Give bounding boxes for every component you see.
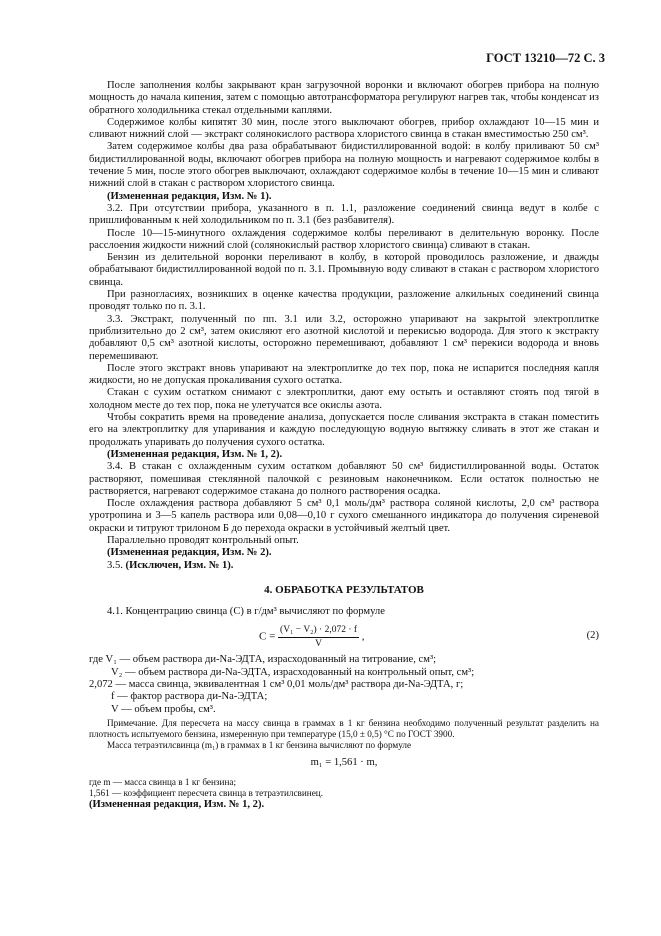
paragraph: Чтобы сократить время на проведение анализа, допускается после сливания экстракта в стакан поместить его на электроплитку для упаривания и каждую последующую водную вытяжку сливать в этот же стакан и продолжать упаривать до получения сухого остатка. — [89, 412, 599, 448]
formula-tail: , — [361, 630, 365, 643]
document-body — [89, 80, 599, 812]
legend-line: V₂ — объем раствора ди-Na-ЭДТА, израсходованный на контрольный опыт, см³; — [111, 666, 475, 678]
paragraph: 3.2. При отсутствии прибора, указанного в п. 1.1, разложение соединений свинца ведут в колбе с пришлифованным к ней холодильником по п. 3.1 (без разбавителя). — [89, 202, 599, 227]
paragraph: После заполнения колбы закрывают кран загрузочной воронки и включают обогрев прибора на полную мощность до начала кипения, затем с помощью автотрансформатора регулируют нагрев так, чтобы конденсат из обратного холодильника стекал отдельными каплями. — [89, 80, 599, 116]
paragraph: После охлаждения раствора добавляют 5 см³ 0,1 моль/дм³ раствора соляной кислоты, 2,0 см³ раствора уротропина и 3—5 капель раствора или 0,08—0,10 г сухого смешанного индикатора до получения сиреневой окраски и титруют трилоном Б до перехода окраски в устойчивый желтый цвет. — [89, 498, 599, 534]
section-title: 4. ОБРАБОТКА РЕЗУЛЬТАТОВ — [264, 583, 424, 596]
formula-number: (2) — [586, 630, 599, 642]
formula-denominator: V — [315, 638, 322, 649]
legend-line: где m — масса свинца в 1 кг бензина; — [89, 777, 236, 788]
formula-fraction — [278, 624, 359, 650]
edit-note-3: (Измененная редакция, Изм. № 2). — [107, 547, 272, 559]
paragraph-group-1 — [89, 80, 599, 191]
legend-line: V — объем пробы, см³. — [111, 703, 216, 715]
formula-numerator: (V₁ − V₂) · 2,072 · f — [278, 624, 359, 637]
paragraph: Содержимое колбы кипятят 30 мин, после этого выключают обогрев, прибор охлаждают 10—15 мин и сливают нижний слой — экстракт солянокислого раствора хлористого свинца в стакан вместимостью 250 см³. — [89, 116, 599, 141]
page-header: ГОСТ 13210—72 С. 3 — [486, 51, 605, 65]
formula-legend — [89, 654, 599, 715]
item-3-5 — [89, 560, 599, 572]
paragraph-4-1: 4.1. Концентрацию свинца (С) в г/дм³ вычисляют по формуле — [107, 606, 385, 618]
paragraph: Затем содержимое колбы два раза обрабатывают бидистиллированной водой: в колбу приливают 50 см³ бидистиллированной воды, включают обогрев прибора на полную мощность и нагревают содержимое колбы в течение 5 мин, после этого обогрев выключают, охлаждают содержимое колбы в течение 10—15 мин и сливают нижний слой в стакан с раствором хлористого свинца. — [89, 141, 599, 190]
legend-line: где V₁ — объем раствора ди-Na-ЭДТА, израсходованный на титрование, см³; — [89, 654, 437, 666]
legend-line: 2,072 — масса свинца, эквивалентная 1 см³ 0,01 моль/дм³ раствора ди-Na-ЭДТА, г; — [89, 679, 464, 691]
paragraph: Бензин из делительной воронки переливают в колбу, в которой проводилось разложение, и дважды обрабатывают бидистиллированной водой по п. 3.1. Промывную воду сливают в стакан с раствором хлористого свинца. — [89, 252, 599, 288]
edit-note-2: (Измененная редакция, Изм. № 1, 2). — [107, 448, 283, 460]
note: Примечание. Для пересчета на массу свинца в граммах в 1 кг бензина необходимо полученный результат разделить на плотность испытуемого бензина, измеренную при температуре (15,0 ± 0,5) °С по ГОСТ 3900. — [89, 717, 599, 739]
paragraph-group-2 — [89, 203, 599, 449]
item-3-5-number: 3.5. — [107, 559, 123, 571]
formula-lhs: C = — [259, 630, 276, 643]
paragraph: 3.4. В стакан с охлажденным сухим остатком добавляют 50 см³ бидистиллированной воды. Остаток растворяют, помешивая стеклянной палочкой с резиновым наконечником. Если остаток полностью не растворяется, нагревают содержимое стакана до полного растворения осадка. — [89, 461, 599, 497]
formula-tel-legend — [89, 777, 599, 799]
formula-2 — [89, 622, 599, 652]
paragraph: Стакан с сухим остатком снимают с электроплитки, дают ему остыть и оставляют стоять под тягой в холодном месте до тех пор, пока не улетучатся все окислы азота. — [89, 387, 599, 411]
tel-mass-paragraph: Масса тетраэтилсвинца (m₁) в граммах в 1 кг бензина вычисляют по формуле — [107, 739, 412, 750]
item-3-5-text: (Исключен, Изм. № 1). — [125, 559, 234, 571]
legend-line: f — фактор раствора ди-Na-ЭДТА; — [111, 691, 268, 703]
paragraph-group-3 — [89, 461, 599, 547]
paragraph: 3.3. Экстракт, полученный по пп. 3.1 или 3.2, осторожно упаривают на закрытой электроплитке приблизительно до 2 см³, затем окисляют его азотной кислотой и перекисью водорода. Для этого к экстракту добавляют 0,5 см³ азотной кислоты, осторожно перемешивают, добавляют 1 см³ перекиси водорода и вновь перемешивают. — [89, 313, 599, 362]
legend-line: 1,561 — коэффициент пересчета свинца в тетраэтилсвинец. — [89, 788, 324, 799]
edit-note-1: (Измененная редакция, Изм. № 1). — [107, 190, 272, 202]
paragraph: После этого экстракт вновь упаривают на электроплитке до тех пор, пока не испарится последняя капля жидкости, но не допуская прокаливания сухого остатка. — [89, 362, 599, 387]
paragraph: После 10—15-минутного охлаждения содержимое колбы переливают в делительную воронку. После расслоения жидкости нижний слой (солянокислый раствор хлористого свинца) сливают в стакан. — [89, 227, 599, 251]
formula-tel: m₁ = 1,561 · m, — [310, 756, 378, 768]
paragraph: Параллельно проводят контрольный опыт. — [107, 534, 299, 546]
edit-note-4: (Измененная редакция, Изм. № 1, 2). — [89, 799, 265, 811]
paragraph: При разногласиях, возникших в оценке качества продукции, разложение алкильных соединений свинца проводят только по п. 3.1. — [89, 289, 599, 313]
